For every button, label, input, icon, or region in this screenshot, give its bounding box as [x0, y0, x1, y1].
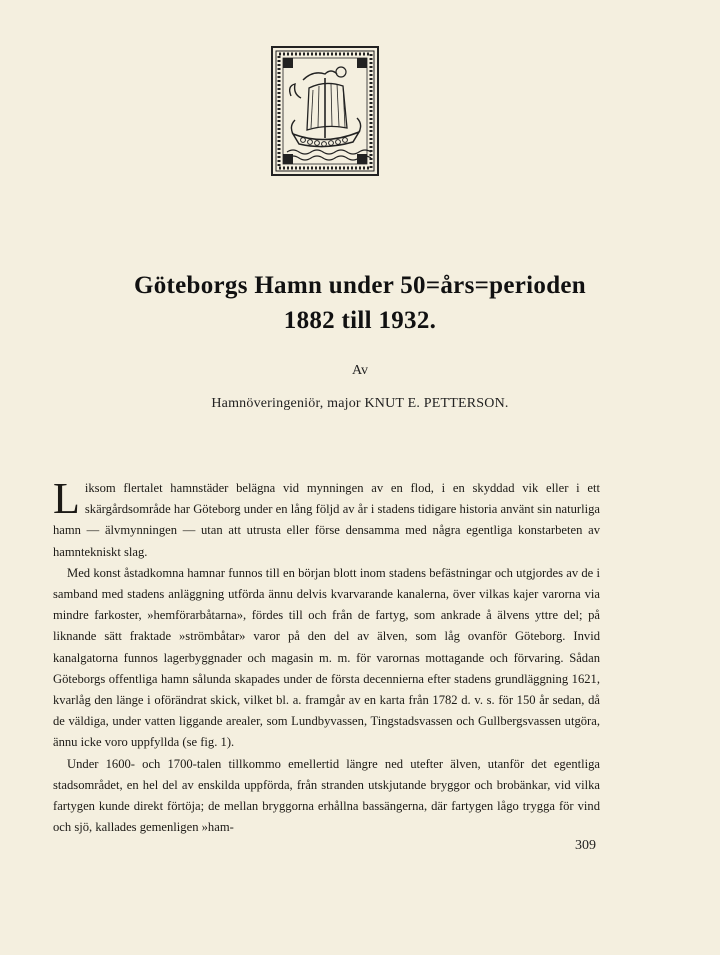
paragraph-1-text: iksom flertalet hamnstäder belägna vid mynningen av en flod, i en skyddad vik eller i ett skärgårdsområde har Göteborg under en lång följd av år i stadens tidigare historia använt sin naturliga hamn — älvmynningen — utan att utrusta eller förse densamma med några egentliga konstarbeten av hamntekniskt slag. — [53, 481, 600, 559]
byline-author: Hamnöveringeniör, major KNUT E. PETTERSON. — [211, 396, 509, 411]
byline-prefix: Av — [351, 363, 369, 378]
article-title-line-1: Göteborgs Hamn under 50=års=perioden — [133, 272, 587, 299]
paragraph-2: Med konst åstadkomna hamnar funnos till en början blott inom stadens befästningar och utgjordes av de i samband med stadens anläggning utförda ännu delvis kvarvarande kanalerna, över vilkas kajer varorna via mindre farkoster, »hemförarbåtarna», fördes till och från de fartyg, som ankrade å älvens yttre del; på liknande sätt fraktade »strömbåtar» varor på den del av älven, som låg ovanför Göteborg. Invid kanalgatorna funnos lagerbyggnader och magasin m. m. för varornas mottagande och förvaring. Sådan Göteborgs offentliga hamn sålunda skapades under de första decennierna efter stadens grundläggning 1621, kvarlåg den länge i oförändrat skick, vilket bl. a. framgår av en karta från 1782 d. v. s. för 150 år sedan, då de väldiga, under vatten liggande arealer, som Lundbyvassen, Tingstadsvassen och Gullbergsvassen utgöra, ännu icke voro uppfyllda (se fig. 1). — [53, 565, 600, 750]
page-number: 309 — [575, 838, 596, 853]
ship-vignette-illustration — [271, 46, 379, 176]
paragraph-1 — [53, 474, 600, 563]
ship-icon — [273, 48, 377, 174]
drop-cap: L — [53, 474, 80, 523]
article-body — [53, 474, 600, 838]
paragraph-3: Under 1600- och 1700-talen tillkommo emellertid längre ned utefter älven, utanför det egentliga stadsområdet, en hel del av enskilda uppförda, från stranden utskjutande bryggor och brobänkar, vid vilka fartygen kunde direkt förtöja; de mellan bryggorna erhållna bassängerna, där fartygen lågo trygga för vind och sjö, kallades gemenligen »ham- — [53, 756, 600, 835]
article-title-line-2: 1882 till 1932. — [283, 307, 437, 334]
